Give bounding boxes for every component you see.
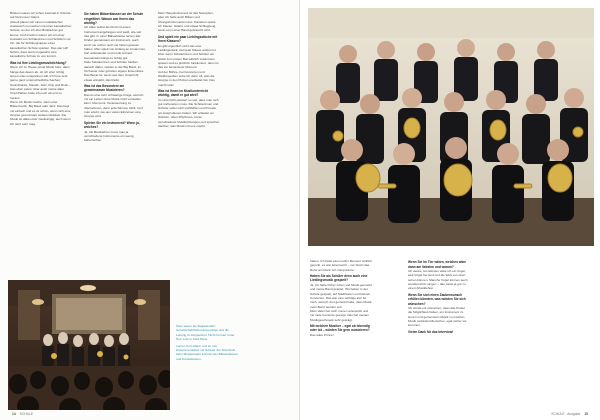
body-paragraph: Mein Vater hat mich immer unterstützt und mir viele Konzerte gezeigt. Das hat meinen Musikgeschmack sehr geprägt. <box>310 308 369 322</box>
magazine-name-right: SCHULE · Ausgabe <box>551 412 581 416</box>
body-paragraph: Wenn ich zu Hause privat Musik höre, dann hänge das davon ab, ob ich eher richtig lernen oder entspannen will. Ich höre sehr gerne ganz unterschiedliche Sachen: Soundtracks, Klassik, Jazz, Pop und Rock – was eben passt. Aber auch meine alten Vinyl-Platten holte ich noch ab und zu heraus. <box>10 65 71 100</box>
right-column-2 <box>408 259 470 409</box>
interview-question: Was ist Ihre Lieblingsmusikrichtung? <box>10 60 67 65</box>
body-paragraph: Wenn ich Musik mache, dann eher Bläsermusik, Big Band oder Jazz. Das liegt mir einfach und es ist schön, wenn sich eine Gruppe gemeinsam weiterentwickelt. Die Musik ist dabei eher zweitrangig, auch wenn ich Jazz sehr mag. <box>10 99 71 126</box>
body-paragraph: Ich habe selbst als Kind mit einem Instrument angefangen und weiß, wie viel das gibt. In einer Bläserklasse lernen alle Kinder gemeinsam ein Instrument, auch wenn sie vorher noch nie Noten gelesen haben. Man spielt von Anfang an zusammen, hört aufeinander und merkt schnell: Gemeinsam klingt es richtig gut. <box>84 25 146 60</box>
left-column-2 <box>84 11 146 266</box>
body-paragraph: Auf der Bühne, bei Konzerten und Wettbewerben sehe ich dann oft, was die Gruppe in den Proben erarbeitet hat. Das macht stolz. <box>158 69 215 87</box>
body-paragraph: Ich würde mir wünschen, dass alle Kinder die Möglichkeit haben, ein Instrument zu lernen und gemeinsam Musik zu machen. Musik verbindet Menschen, egal woher sie kommen. <box>408 305 467 328</box>
body-paragraph: Aktuell planen wir einen musikalischen Austausch zu machen mit einer kanadischen Schule, an der ich drei Musiklehrer gut kenne. Und insofern waren wir mit einer Auswahl von Schülerinnen und Schülern vor Ort, die für Schülergruppen einer kanadischen Schule spielten. Das war toll! Schön, dass auch umgekehrt eine kanadische Schule zu uns kommt. <box>10 19 72 59</box>
body-paragraph: Bindern waren wir schon zweimal in Victoria auf Vancouver Island. <box>10 11 71 20</box>
interview-question: Mit welchen Musiker – egal ob lebendig oder tot – würden Sie gern musizieren? <box>310 323 370 333</box>
right-page <box>300 0 600 420</box>
body-paragraph: Im Unterricht passiert so viel, dass man sich gut vorbereiten muss. Die Schülerinnen und Schüler sollen sich wohlfühlen und Freude am Ausprobieren haben. Wir arbeiten an Stücken, üben Rhythmus, hören verschiedene Musikrichtungen und sprechen darüber, was Musik mit uns macht. <box>158 97 220 128</box>
brass-ensemble-photo <box>308 8 594 246</box>
interview-question: Haben Sie als Schüler denn auch eine Lieblingsmusik gespielt? <box>310 274 368 283</box>
page-number-left: 14 <box>12 412 16 416</box>
left-column-1 <box>10 11 72 266</box>
body-paragraph: Ja, als Musiklehrer muss man ja verschiedene Instrumente ein wenig beherrschen. <box>84 129 134 143</box>
body-paragraph: Ich denke, am liebsten wäre ich ein Vogel, weil Vögel frei sind und die Welt von oben sehen können. Manche Vögel können auch wunderschön singen – das passt ja gut zu einem Musiklehrer. <box>408 269 468 291</box>
concert-hall-photo <box>8 280 170 410</box>
caption-main: Über weiter die Begleitender: Gesellschaft/Schul-Ensembles und die Leitung im Doppelchor 'Nicht Formel' unter Herr Lutz in Feld-Haus. <box>176 324 235 341</box>
interview-question: Sie haben Bläserklassen an der Schule eingeführt. Warum war Ihnen das wichtig? <box>84 12 144 25</box>
body-paragraph: Ja, ich hatte früher schon viel Musik gemacht und meine Band geleitet. Wir haben in der Schule gespielt, auf Stadtfesten und kleinen Konzerten. Das war eine wichtige Zeit für mich, weil ich dort gemerkt habe, dass Musik mein Beruf werden soll. <box>310 282 372 309</box>
interview-question: Und spielt ein paar Lieblingsstücke mit Ihren Klassen? <box>158 34 218 44</box>
right-column-1 <box>310 259 372 409</box>
left-column-3 <box>158 11 220 266</box>
body-paragraph: hatten. Ich hatte einen tollen Moment wirklich gerockt, es war lebensecht – nur durch das Rohe am Rock. Ich interpretiere... <box>310 259 372 272</box>
page-number-right: 15 <box>584 412 588 416</box>
interview-question: Was ist Ihnen im Musikunterricht wichtig, damit er gut wird? <box>158 88 208 98</box>
folio-right <box>551 412 588 416</box>
body-paragraph: Viele Schülerinnen und Schüler bleiben danach dabei, spielen in der Big Band, im Orchester oder gründen eigene Ensembles. Das Beste ist, wenn aus dem Unterricht etwas entsteht, das bleibt. <box>84 60 145 82</box>
interview-question: Wenn Sie sich einen Zauberwunsch erfüllen könnten, was würden Sie sich wünschen? <box>408 292 466 306</box>
body-paragraph: Mein Hauptinstrument ist das Saxophon, aber ich helfe auch Bläser und Übungsinstrumenten aus. Daneben spiele ich Klavier, Gitarre und etwas Schlagzeug, wenn es in einer Band gebraucht wird. <box>158 11 217 33</box>
interview-question: Vielen Dank für das Interview! <box>408 329 454 334</box>
interview-question: Spielen Sie ein Instrument? Wenn ja, welches? <box>84 120 140 130</box>
interview-question: Wenn Sie im Tier wären, welches wäre dann am liebsten und warum? <box>408 260 466 269</box>
body-paragraph: Das ist eine sehr schwierige Frage, weil ich mir ein Leben ohne Musik nicht vorstellen kann. Man lernt, Verantwortung zu übernehmen, denn jede Stimme zählt. Und man erlebt, wie aus vielen Einzelnen eine Gruppe wird. <box>84 92 144 119</box>
magazine-name-left: SCHULE <box>19 412 34 416</box>
body-paragraph: Es gibt eigentlich nicht das eine Lieblingsstück, weil jede Klasse anders ist. Aber wenn Schülerinnen und Schüler ein Stück zum ersten Mal wirklich zusammen spielen und es plötzlich funktioniert, dann ist das ein besonderer Moment. <box>158 43 219 70</box>
folio-left <box>12 412 33 416</box>
interview-question: Was ist das Besondere am gemeinsamen Musizieren? <box>84 83 125 93</box>
body-paragraph: Das wäre Prince! <box>310 332 334 337</box>
photo-captions <box>176 324 238 404</box>
caption-secondary: Lehrer Timo Mann und im neu Zusammenarbeit mit Schüler der Oberstufe beim Musikprojekt Konzert der Bläserklassen und Kunststücken. <box>176 343 238 361</box>
